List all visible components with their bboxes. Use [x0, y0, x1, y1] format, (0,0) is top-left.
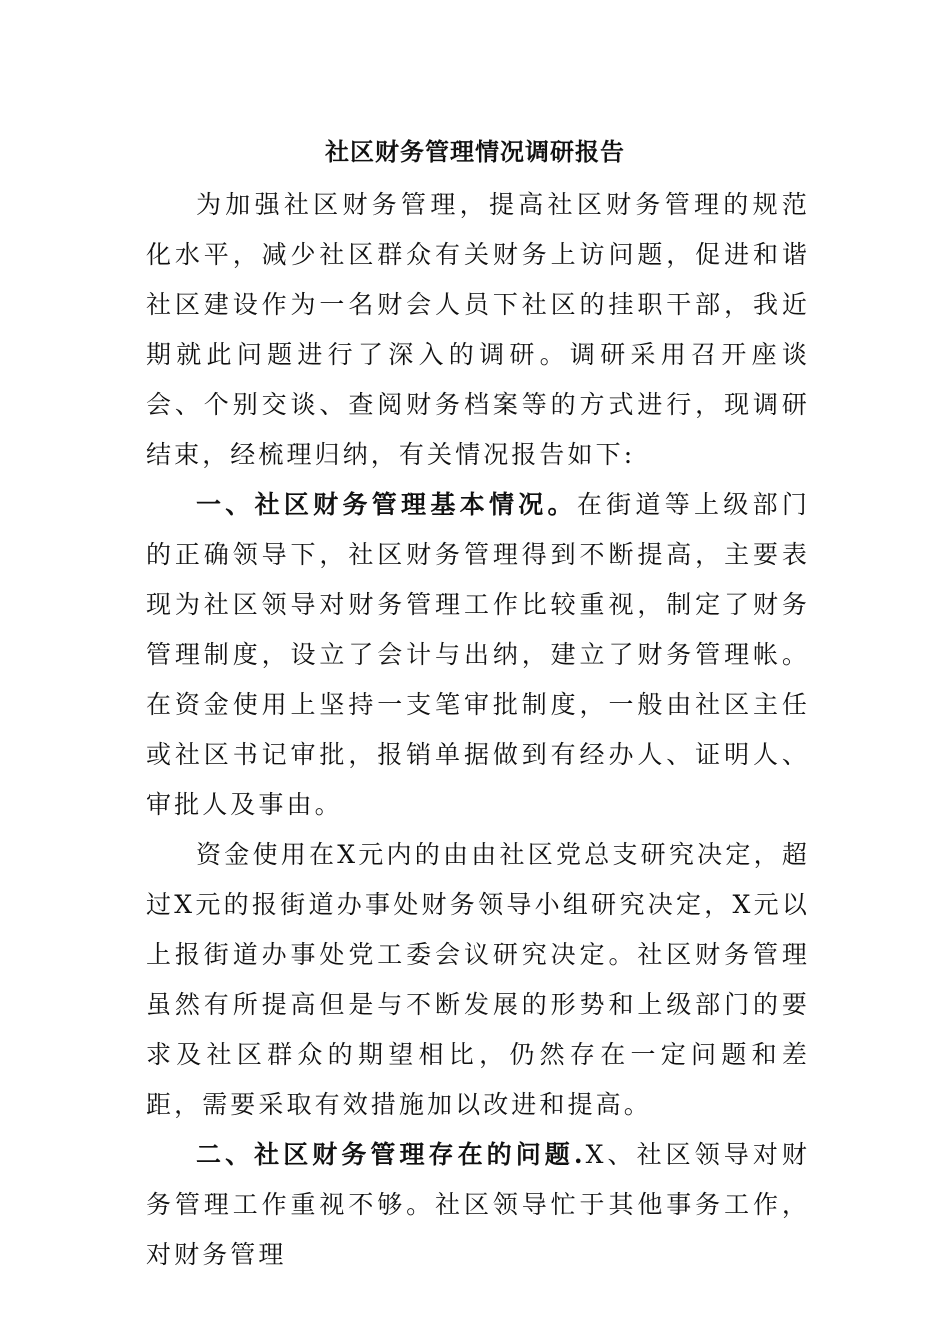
paragraph-text: 资金使用在X元内的由由社区党总支研究决定，超过X元的报街道办事处财务领导小组研究决定，X元以上报街道办事处党工委会议研究决定。社区财务管理虽然有所提高但是与不断发展的形势和上级部门的要求及社区群众的期望相比，仍然存在一定问题和差距，需要采取有效措施加以改进和提高。 — [146, 840, 810, 1119]
document-title: 社区财务管理情况调研报告 — [325, 137, 625, 166]
section-heading: 一、社区财务管理基本情况。 — [196, 490, 577, 519]
paragraph-section-1 — [146, 480, 810, 830]
paragraph-text: 为加强社区财务管理，提高社区财务管理的规范化水平，减少社区群众有关财务上访问题，促进和谐社区建设作为一名财会人员下社区的挂职干部，我近期就此问题进行了深入的调研。调研采用召开座谈会、个别交谈、查阅财务档案等的方式进行，现调研结束，经梳理归纳，有关情况报告如下: — [146, 190, 810, 469]
paragraph-intro — [146, 180, 810, 480]
document-body — [146, 180, 810, 1280]
paragraph-section-2 — [146, 1130, 810, 1280]
paragraph-text: 在街道等上级部门的正确领导下，社区财务管理得到不断提高，主要表现为社区领导对财务管理工作比较重视，制定了财务管理制度，设立了会计与出纳，建立了财务管理帐。在资金使用上坚持一支笔审批制度，一般由社区主任或社区书记审批，报销单据做到有经办人、证明人、审批人及事由。 — [146, 490, 810, 819]
paragraph-funding — [146, 830, 810, 1130]
paragraph-text: X、社区领导对财务管理工作重视不够。社区领导忙于其他事务工作，对财务管理 — [146, 1140, 810, 1269]
section-heading: 二、社区财务管理存在的问题. — [196, 1140, 586, 1169]
